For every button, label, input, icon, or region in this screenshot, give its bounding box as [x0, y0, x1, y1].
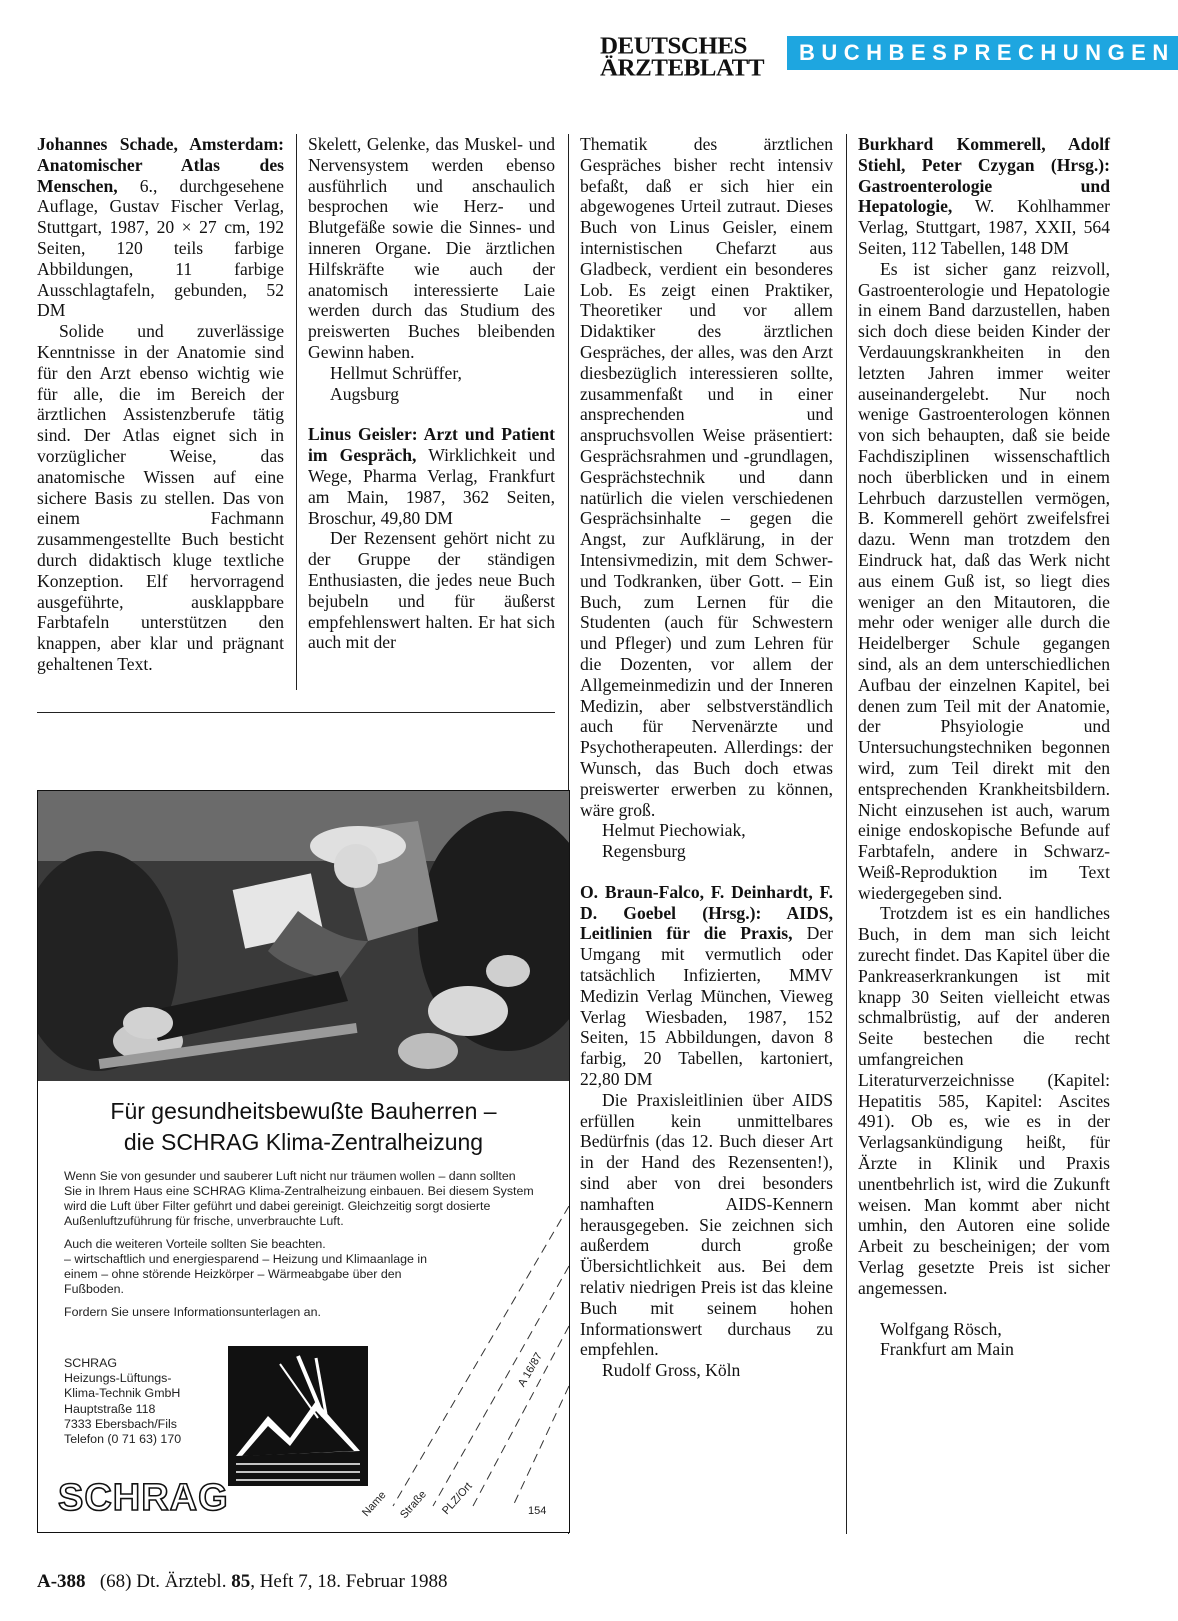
logo-line-2: ÄRZTEBLATT	[600, 55, 765, 82]
review-3-details: Der Umgang mit vermutlich oder tatsächlich Infizierten, MMV Medizin Verlag München, Vieweg Verlag Wiesbaden, 1987, 152 Seiten, 15 Abbildungen, davon 8 farbig, 20 Tabellen, kartoniert, 22,80 DM	[580, 923, 833, 1090]
ad-address-line-2: Heizungs-Lüftungs-	[64, 1371, 172, 1386]
column-3	[580, 134, 833, 1381]
ad-paragraph-1: Wenn Sie von gesunder und sauberer Luft nicht nur träumen wollen – dann sollten Sie in Ihrem Haus eine SCHRAG Klima-Zentralheizung einbauen. Bei diesem System wird die Luft über Filter geführt und dabei gereinigt. Gleichzeitig sorgt dosierte Außenluftzuführung für frische, unverbrauchte Luft.	[64, 1169, 534, 1228]
ad-photo	[38, 791, 569, 1081]
review-4-body: Es ist sicher ganz reizvoll, Gastroenterologie und Hepatologie in einem Band darzustellen, haben sich doch diese beiden Kinder der Verdauungskrankheiten in den letzten Jahren immer weiter auseinandergelebt. Nur noch wenige Gastroenterologen können von sich behaupten, daß sie beide Fachdisziplinen wissenschaftlich noch überblicken und in einem Lehrbuch darzustellen vermögen, B. Kommerell gehört zweifelsfrei dazu. Wenn man trotzdem den Eindruck hat, daß das Werk nicht aus einem Guß ist, so liegt dies weniger an den Mitautoren, die mehr oder weniger alle durch die Heidelberger Schule gegangen sind, als an dem unterschiedlichen Aufbau der einzelnen Kapitel, bei denen zum Teil mit der Anatomie, der Phsyiologie und Untersuchungstechniken begonnen wird, zum Teil direkt mit den entsprechenden Krankheitsbildern. Nicht einzusehen ist auch, warum einige endoskopische Befunde auf Farbtafeln, andere in Schwarz-Weiß-Reproduktion im Text wiedergegeben sind.	[858, 258, 1110, 903]
review-2-author-city: Regensburg	[602, 841, 686, 862]
review-4-body-2: Trotzdem ist es ein handliches Buch, in dem man sich leicht zurecht findet. Das Kapitel über die Pankreaserkrankungen ist mit knapp 30 Seiten vielleicht etwas schmalbrüstig, auf der anderen Seite bestechen die recht umfangreichen Literaturverzeichnisse (Kapitel: Hepatitis 585, Kapitel: Ascites 491). Ob es, wie es in der Verlagsankündigung heißt, für Ärzte in Klinik und Praxis unentbehrlich ist, wird die Zukunft weisen. Man kommt aber nicht umhin, den Autoren eine solide Arbeit zu bescheinigen; der vom Verlag gesetzte Preis ist sicher angemessen.	[858, 903, 1110, 1298]
coupon-name-label: Name	[360, 1489, 389, 1520]
ad-address-line-6: Telefon (0 71 63) 170	[64, 1432, 182, 1447]
issue-date: , Heft 7, 18. Februar 1988	[250, 1571, 448, 1592]
review-4-author: Wolfgang Rösch,	[880, 1318, 1002, 1339]
column-divider-3	[846, 134, 847, 1534]
review-1-author: Hellmut Schrüffer,	[330, 362, 462, 383]
ad-headline	[38, 1096, 569, 1158]
review-3-author: Rudolf Gross, Köln	[602, 1360, 741, 1381]
horizontal-rule	[37, 712, 555, 713]
coupon-street-label: Straße	[398, 1488, 430, 1522]
review-4-heading: Burkhard Kommerell, Adolf Stiehl, Peter Czygan (Hrsg.): Gastroenterologie und Hepatologie,	[858, 134, 1110, 217]
column-1	[37, 134, 284, 675]
review-4-header	[858, 134, 1110, 259]
ad-paragraph-2: Auch die weiteren Vorteile sollten Sie beachten.	[64, 1237, 326, 1251]
ad-brand-logo: SCHRAG	[58, 1477, 229, 1519]
section-banner: BUCHBESPRECHUNGEN	[787, 36, 1178, 70]
review-3-header	[580, 882, 833, 1090]
review-1-header	[37, 134, 284, 321]
ad-address-line-3: Klima-Technik GmbH	[64, 1386, 181, 1401]
ad-address-line-5: 7333 Ebersbach/Fils	[64, 1416, 177, 1431]
review-1-body: Solide und zuverlässige Kenntnisse in der Anatomie sind für den Arzt ebenso wichtig wie für alle, die im Bereich der ärztlichen Assistenzberufe tätig sind. Der Atlas eignet sich in vorzüglicher Weise, das anatomische Wissen auf eine sichere Basis zu stellen. Das von einem Fachmann zusammengestellte Buch besticht durch didaktisch kluge textliche Konzeption. Elf hervorragend ausgeführte, ausklappbare Farbtafeln unterstützen den knappen, aber klar und prägnant gehaltenen Text.	[37, 321, 284, 674]
review-2-body: Der Rezensent gehört nicht zu der Gruppe der ständigen Enthusiasten, die jedes neue Buch bejubeln und für äußerst empfehlenswert halten. Er hat sich auch mit der	[308, 528, 555, 653]
review-4-details: W. Kohlhammer Verlag, Stuttgart, 1987, XXII, 564 Seiten, 112 Tabellen, 148 DM	[858, 196, 1110, 258]
review-1-heading: Johannes Schade, Amsterdam: Anatomischer Atlas des Menschen,	[37, 134, 284, 196]
review-2-body-cont: Thematik des ärztlichen Gespräches bisher recht intensiv befaßt, daß er sich hier ein abgewogenes Urteil zutraut. Dieses Buch von Linus Geisler, einem internistischen Chefarzt aus Gladbeck, verdient ein besonderes Lob. Es zeigt einen Praktiker, Theoretiker und vor allem Didaktiker des ärztlichen Gespräches, der alles, was den Arzt diesbezüglich interessieren sollte, zusammenfaßt und in einer ansprechenden und anspruchsvollen Weise präsentiert: Gesprächsrahmen und -grundlagen, Gesprächstechnik und dann natürlich die vielen verschiedenen Gesprächsinhalte – gegen die Angst, zur Aufklärung, in der Intensivmedizin, mit dem Schwer- und Todkranken, über Gott. – Ein Buch, zum Lernen für die Studenten (auch für Schwestern und Pfleger) und zum Lehren für die Dozenten, vor allem der Allgemeinmedizin und der Inneren Medizin, aber selbstverständlich auch für Nervenärzte und Psychotherapeuten. Allerdings: der Wunsch, das Buch doch etwas preiswerter erwerben zu können, wäre groß.	[580, 134, 833, 820]
page-number: A-388	[37, 1571, 86, 1592]
column-4	[858, 134, 1110, 1360]
review-2-details: Wirklichkeit und Wege, Pharma Verlag, Frankfurt am Main, 1987, 362 Seiten, Broschur, 49,80 DM	[308, 445, 555, 528]
ad-paragraph-4: Fordern Sie unsere Informationsunterlagen an.	[64, 1305, 321, 1319]
ad-logo-graphic	[228, 1346, 368, 1486]
coupon-city-label: PLZ/Ort	[440, 1480, 475, 1518]
ad-address-line-1: SCHRAG	[64, 1356, 118, 1370]
issue-ref: (68) Dt. Ärztebl.	[99, 1571, 227, 1592]
review-3-body: Die Praxisleitlinien über AIDS erfüllen kein unmittelbares Bedürfnis (das 12. Buch dieser Art in der Hand des Rezensenten!), sind aber von drei besonders namhaften AIDS-Kennern herausgegeben. Sie zeichnen sich außerdem durch große Übersichtlichkeit aus. Bei dem relativ niedrigen Preis ist das kleine Buch mit seinem hohen Informationswert durchaus zu empfehlen.	[580, 1089, 833, 1360]
ad-stamp: A 16/87	[516, 1350, 546, 1389]
review-1-author-city: Augsburg	[330, 383, 400, 404]
page-footer	[37, 1571, 448, 1593]
ad-photo-illustration	[38, 791, 569, 1081]
review-1-details: 6., durchgesehene Auflage, Gustav Fischer Verlag, Stuttgart, 1987, 20 × 27 cm, 192 Seiten, 120 teils farbige Abbildungen, 11 farbige Ausschlagtafeln, gebunden, 52 DM	[37, 175, 284, 321]
review-2-heading: Linus Geisler: Arzt und Patient im Gespräch,	[308, 424, 555, 466]
ad-paragraph-3: – wirtschaftlich und energiesparend – Heizung und Klimaanlage in einem – ohne störende Heizkörper – Wärmeabgabe über den Fußboden.	[64, 1252, 427, 1296]
ad-code: 154	[528, 1505, 547, 1517]
advertisement	[37, 790, 570, 1533]
review-1-body-cont: Skelett, Gelenke, das Muskel- und Nervensystem werden ebenso ausführlich und anschaulich besprochen wie Herz- und Blutgefäße sowie die Sinnes- und inneren Organe. Die ärztlichen Hilfskräfte wie auch der anatomisch interessierte Laie werden durch das Studium des preiswerten Buches bleibenden Gewinn haben.	[308, 134, 555, 362]
ad-headline-line-2: die SCHRAG Klima-Zentralheizung	[123, 1129, 484, 1155]
ad-address-line-4: Hauptstraße 118	[64, 1401, 156, 1416]
review-2-header	[308, 424, 555, 528]
review-2-author: Helmut Piechowiak,	[602, 820, 746, 841]
column-2	[308, 134, 555, 653]
ad-address	[64, 1356, 181, 1447]
logo-line-1: DEUTSCHES	[600, 33, 747, 60]
review-3-heading: O. Braun-Falco, F. Deinhardt, F. D. Goebel (Hrsg.): AIDS, Leitlinien für die Praxis,	[580, 881, 833, 944]
ad-headline-line-1: Für gesundheitsbewußte Bauherren –	[110, 1098, 497, 1124]
volume-number: 85	[231, 1571, 251, 1592]
column-divider-1	[296, 134, 297, 690]
journal-logo	[600, 33, 770, 82]
ad-coupon-lines	[373, 1206, 570, 1526]
review-4-author-city: Frankfurt am Main	[880, 1339, 1014, 1360]
